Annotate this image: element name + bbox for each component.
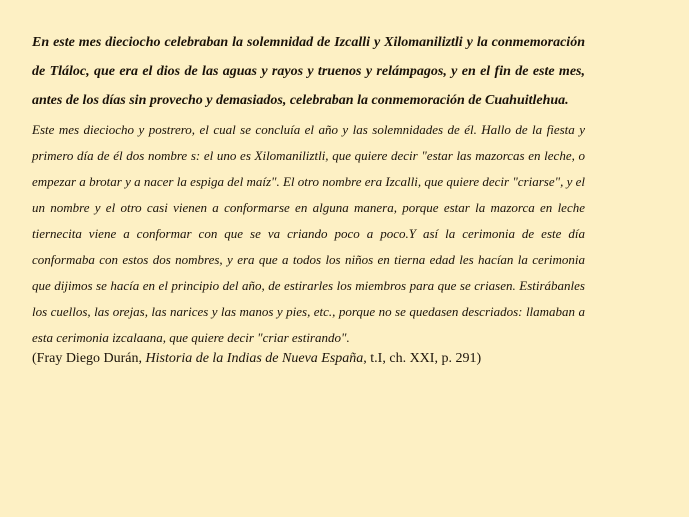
citation-details: , t.I, ch. XXI, p. 291) bbox=[363, 351, 482, 366]
body-paragraph: Este mes dieciocho y postrero, el cual se concluía el año y las solemnidades de él. Hallo de la fiesta y primero día de él dos nombre s: el uno es Xilomaniliztli, que quiere decir "estar las mazorcas en leche, o empezar a brotar y a nacer la espiga del maíz". El otro nombre era Izcalli, que quiere decir "criarse", y el un nombre y el otro casi vienen a conformarse en alguna manera, porque estar la mazorca en leche tiernecita viene a conformar con que se va criando poco a poco.Y así la cerimonia de este día conformaba con estos dos nombres, y era que a todos los niños en tierna edad les hacían la cerimonia que dijimos se hacía en el principio del año, de estirarles los miembros para que se criasen. Estirábanles los cuellos, las orejas, las narices y las manos y pies, etc., porque no se quedasen descriados: llamaban a esta cerimonia izcalaana, que quiere decir "criar estirando". bbox=[32, 122, 585, 345]
citation bbox=[32, 346, 585, 372]
citation-open: (Fray Diego Durán, bbox=[32, 351, 146, 366]
citation-book-title: Historia de la Indias de Nueva España bbox=[145, 351, 364, 366]
intro-paragraph: En este mes dieciocho celebraban la solemnidad de Izcalli y Xilomaniliztli y la conmemoración de Tláloc, que era el dios de las aguas y rayos y truenos y relámpagos, y en el fin de este mes, antes de los días sin provecho y demasiados, celebraban la conmemoración de Cuahuitlehua. bbox=[32, 35, 585, 108]
